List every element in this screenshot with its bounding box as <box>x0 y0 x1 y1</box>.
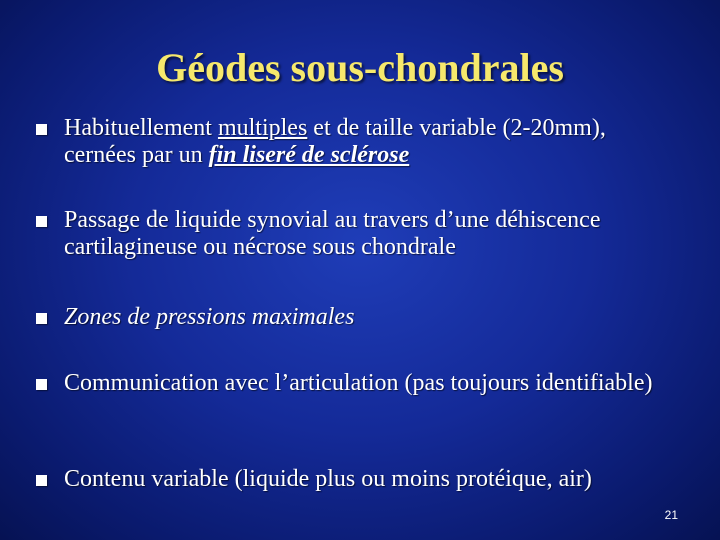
square-bullet-icon <box>36 216 47 227</box>
bullet-text: Communication avec l’articulation (pas toujours identifiable) <box>64 370 653 396</box>
bullet-text: Contenu variable (liquide plus ou moins protéique, air) <box>64 466 592 492</box>
bullet-text-part: et de taille variable (2-20mm), cernées par un <box>64 115 606 168</box>
bullet-item <box>36 207 656 261</box>
bullet-item <box>36 370 656 397</box>
bullet-item <box>36 304 656 331</box>
bullet-item <box>36 115 656 169</box>
square-bullet-icon <box>36 379 47 390</box>
underlined-text: multiples <box>217 115 308 141</box>
slide-title: Géodes sous-chondrales <box>156 45 564 90</box>
square-bullet-icon <box>36 313 47 324</box>
bullet-text-part: Habituellement <box>64 115 218 141</box>
bullet-item <box>36 466 656 493</box>
bullet-text <box>64 115 656 169</box>
square-bullet-icon <box>36 475 47 486</box>
page-number: 21 <box>664 508 678 522</box>
bullet-text: Zones de pressions maximales <box>64 304 355 330</box>
emphasized-text: fin liseré de sclérose <box>208 142 410 168</box>
square-bullet-icon <box>36 124 47 135</box>
bullet-text: Passage de liquide synovial au travers d’une déhiscence cartilagineuse ou nécrose sous chondrale <box>64 207 601 260</box>
